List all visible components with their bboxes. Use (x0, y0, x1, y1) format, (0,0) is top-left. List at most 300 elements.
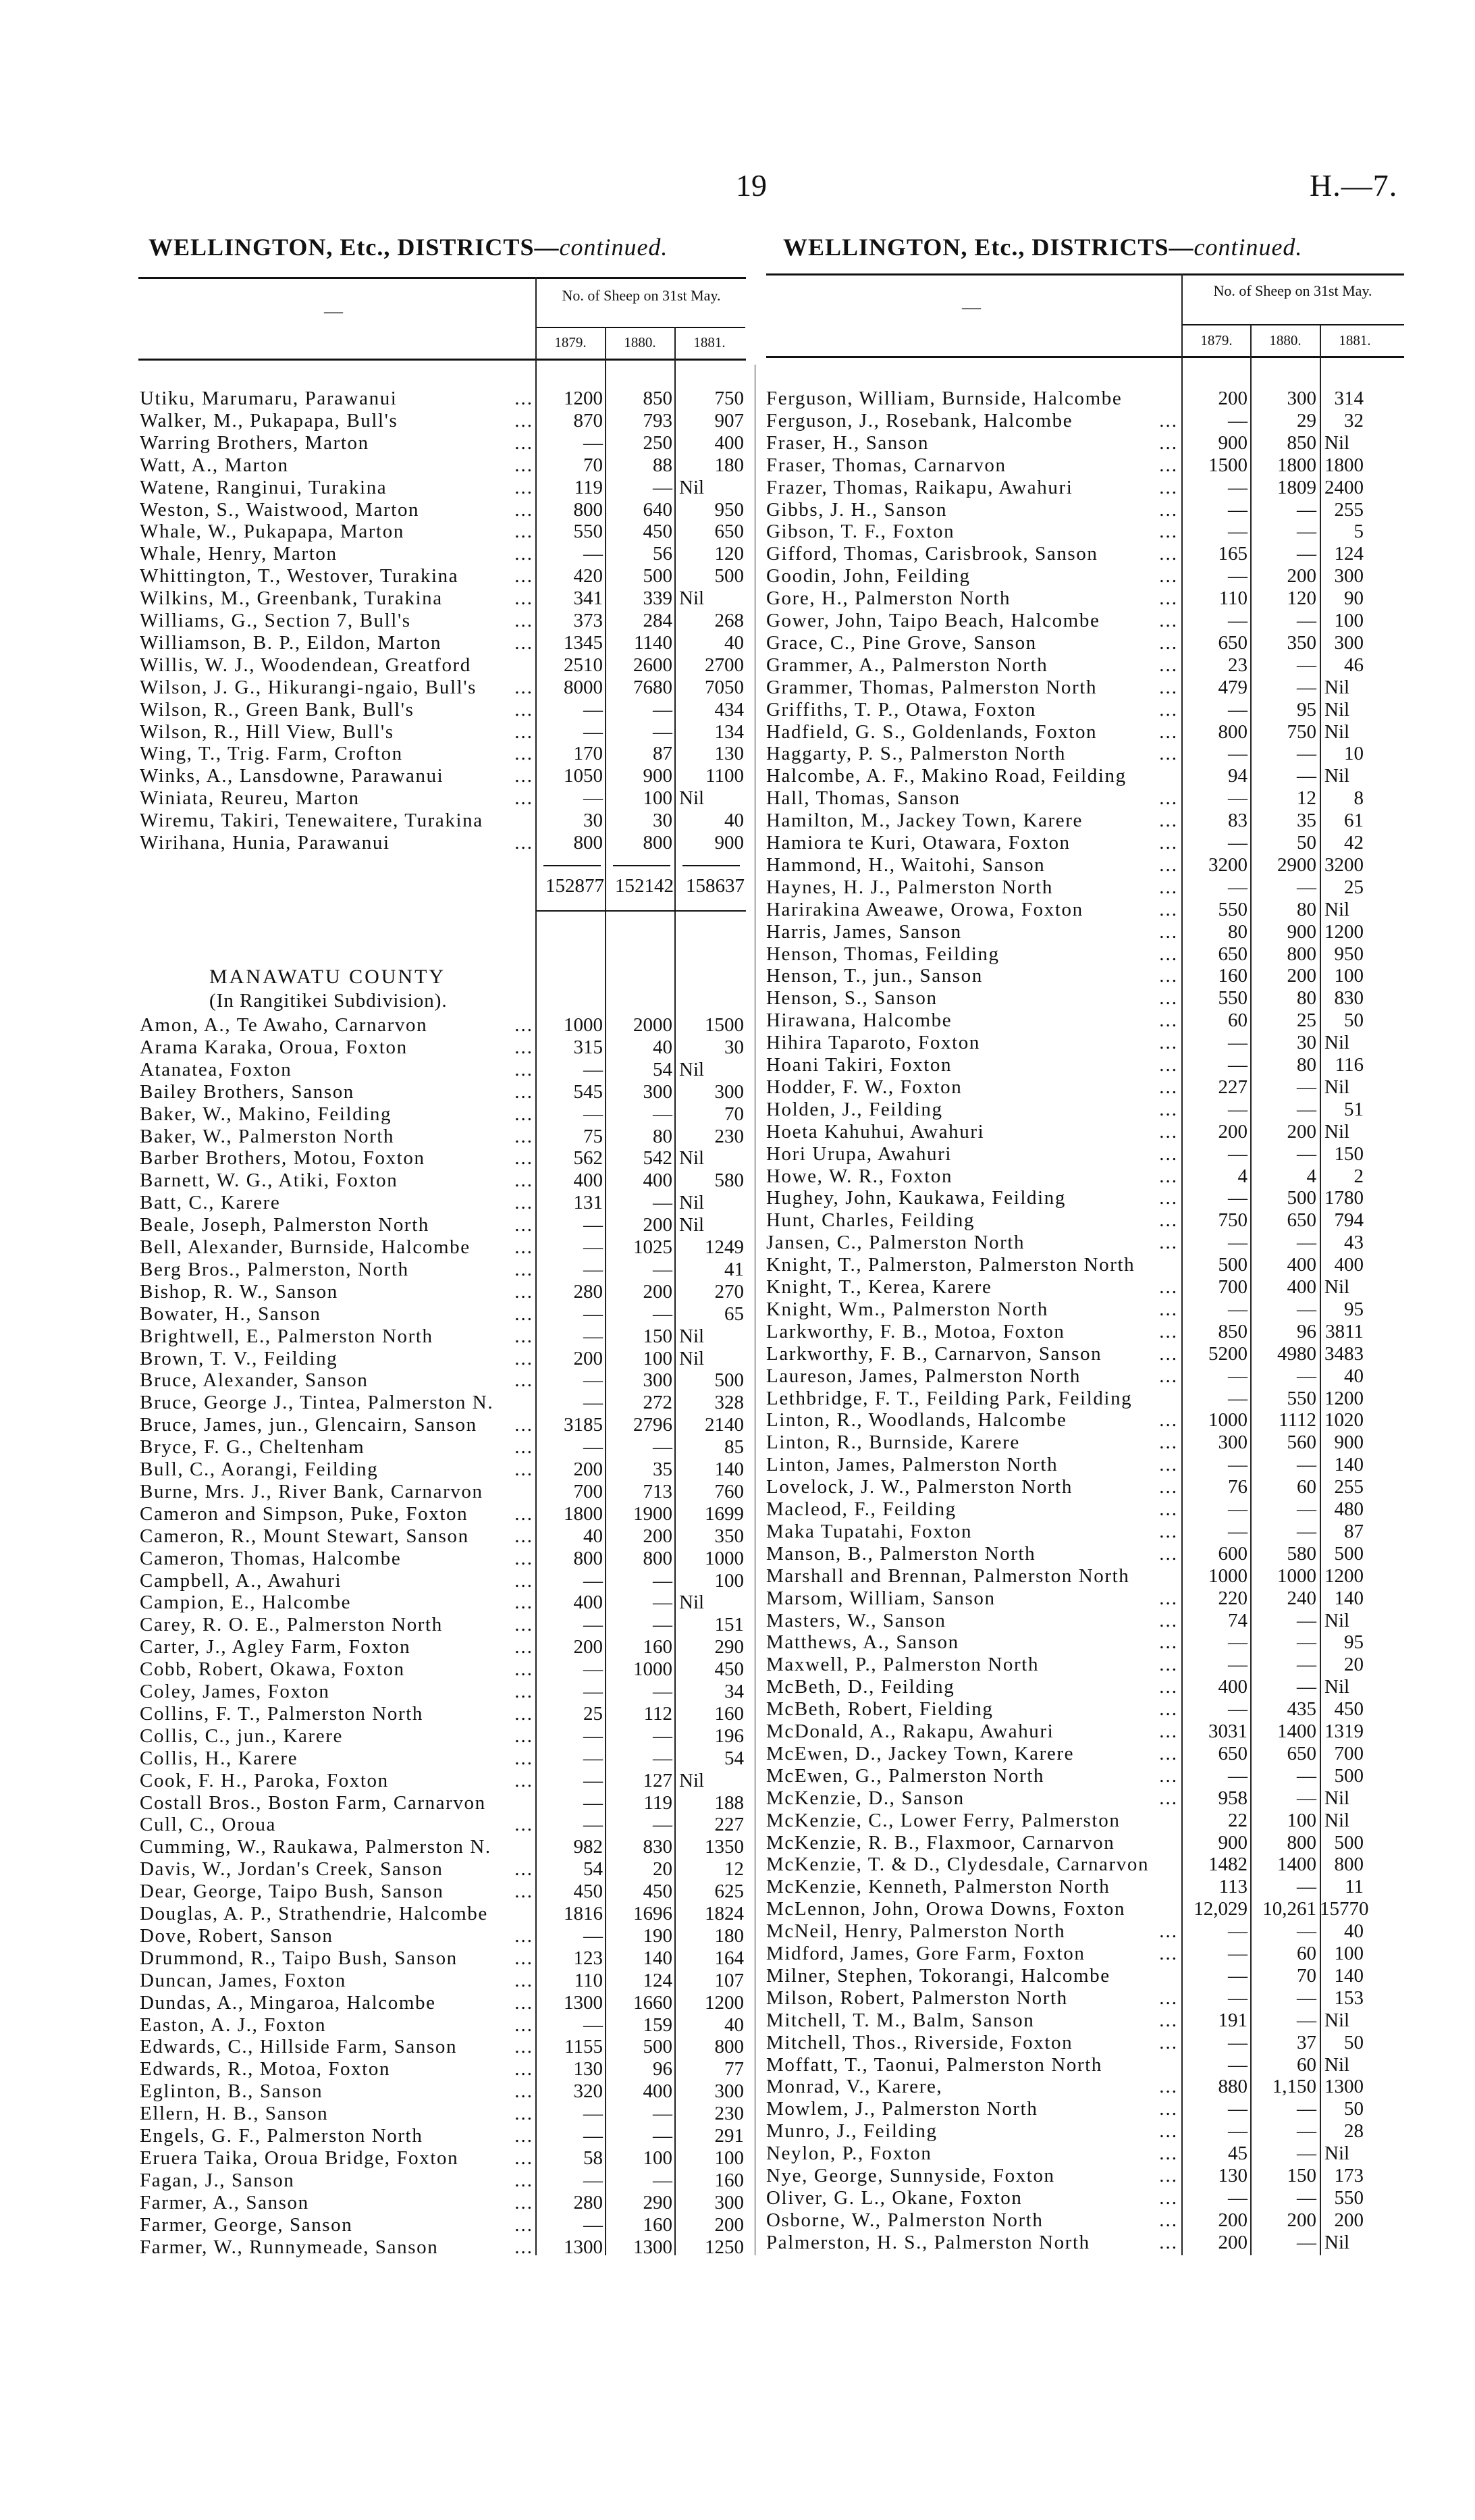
sheep-1881: Nil (1324, 676, 1350, 698)
left-year-1879: 1879. (554, 334, 587, 350)
owner-name: Neylon, P., Foxton (766, 2143, 932, 2165)
sheep-1881: Nil (1324, 1809, 1350, 1831)
sheep-1881: 1100 (705, 765, 744, 787)
county-subheading: (In Rangitikei Subdivision). (209, 990, 448, 1012)
sheep-1880: 80 (1297, 898, 1316, 920)
table-row (0, 1076, 1475, 1099)
sheep-1880: 54 (653, 1058, 672, 1080)
owner-name: Collins, F. T., Palmerston North (140, 1702, 423, 1725)
sheep-1880: 200 (643, 1214, 672, 1236)
sheep-1881: 291 (714, 2125, 744, 2147)
sheep-1879: — (1228, 1032, 1248, 1054)
sheep-1879: 8000 (564, 676, 603, 698)
sheep-1880: 112 (643, 1702, 672, 1725)
sheep-1881: Nil (679, 1325, 705, 1347)
sheep-1879: — (583, 1569, 603, 1592)
sheep-1881: Nil (1324, 2009, 1350, 2031)
sheep-1881: 180 (714, 454, 744, 476)
sheep-1880: 850 (643, 388, 672, 409)
sheep-1881: 500 (1334, 1831, 1364, 1854)
sheep-1879: 880 (1218, 2076, 1248, 2098)
sheep-1880: 272 (643, 1392, 672, 1414)
sheep-1880: — (1297, 743, 1316, 765)
sheep-1881: 1200 (1324, 1387, 1364, 1409)
sheep-1879: 600 (1218, 1542, 1248, 1565)
sheep-1880: 542 (643, 1147, 672, 1170)
leader-dots: ... (1159, 1409, 1178, 1432)
owner-name: Bruce, James, jun., Glencairn, Sanson (140, 1414, 477, 1436)
owner-name: Wilson, R., Hill View, Bull's (140, 720, 394, 743)
sheep-1881: 54 (724, 1747, 744, 1769)
sheep-1879: 23 (1228, 654, 1248, 676)
sheep-1880: 29 (1297, 409, 1316, 431)
sheep-1879: 70 (583, 454, 603, 476)
sheep-1879: — (1228, 1698, 1248, 1721)
owner-name: Cameron and Simpson, Puke, Foxton (140, 1502, 468, 1525)
sheep-1879: — (1228, 521, 1248, 543)
sheep-1880: 120 (1287, 587, 1316, 610)
sheep-1879: — (583, 1303, 603, 1325)
sheep-1880: 150 (643, 1325, 672, 1347)
leader-dots: ... (514, 498, 533, 521)
sheep-1880: 240 (1287, 1587, 1316, 1609)
leader-dots: ... (514, 2191, 533, 2213)
sheep-1880: — (1297, 765, 1316, 787)
sheep-1879: — (1228, 787, 1248, 810)
owner-name: Williams, G., Section 7, Bull's (140, 610, 411, 631)
owner-name: McBeth, D., Feilding (766, 1676, 955, 1698)
owner-name: Hamiora te Kuri, Otawara, Foxton (766, 832, 1071, 854)
sheep-1880: — (653, 720, 672, 743)
sheep-1880: 750 (1287, 720, 1316, 743)
sheep-1881: 760 (714, 1480, 744, 1502)
sheep-1879: — (1228, 2031, 1248, 2053)
sheep-1879: 110 (574, 1969, 603, 1991)
sheep-1879: — (583, 2014, 603, 2036)
left-title-main: WELLINGTON, Etc., DISTRICTS— (149, 234, 560, 261)
table-row (0, 899, 1475, 921)
owner-name: Cameron, Thomas, Halcombe (140, 1547, 402, 1569)
owner-name: Edwards, C., Hillside Farm, Sanson (140, 2036, 458, 2058)
sheep-1879: — (1228, 1631, 1248, 1654)
sheep-1879: 200 (573, 1347, 603, 1369)
sheep-1881: 7050 (705, 676, 744, 698)
leader-dots: ... (514, 431, 533, 454)
sheep-1879: — (1228, 832, 1248, 854)
sheep-1881: 1200 (705, 1991, 744, 2014)
table-row (0, 765, 1475, 787)
sheep-1880: 800 (643, 1547, 672, 1569)
leader-dots: ... (514, 2080, 533, 2103)
left-col-group-header: No. of Sheep on 31st May. (562, 287, 721, 304)
leader-dots: ... (1159, 2009, 1178, 2031)
sheep-1881: 550 (1334, 2186, 1364, 2209)
sheep-1880: 25 (1297, 1009, 1316, 1032)
sheep-1881: 900 (1334, 1432, 1364, 1454)
leader-dots: ... (1159, 1454, 1178, 1476)
owner-name: Bruce, George J., Tintea, Palmerston N. (140, 1392, 494, 1414)
sheep-1879: — (583, 1814, 603, 1836)
sheep-1880: 60 (1297, 1943, 1316, 1964)
sheep-1881: 450 (1334, 1698, 1364, 1721)
sheep-1879: 58 (583, 2147, 603, 2169)
sheep-1880: — (1297, 1098, 1316, 1120)
owner-name: McNeil, Henry, Palmerston North (766, 1920, 1066, 1943)
owner-name: Knight, T., Kerea, Karere (766, 1276, 992, 1298)
document-reference: H.—7. (1310, 168, 1398, 203)
sheep-1879: — (583, 2125, 603, 2147)
sheep-1880: 400 (1287, 1254, 1316, 1276)
owner-name: Masters, W., Sanson (766, 1609, 946, 1631)
leader-dots: ... (514, 2236, 533, 2258)
sheep-1880: 56 (653, 543, 672, 565)
sheep-1880: 160 (643, 2213, 672, 2236)
table-row (0, 1631, 1475, 1654)
owner-name: Henson, S., Sanson (766, 987, 938, 1009)
leader-dots: ... (514, 2036, 533, 2058)
leader-dots: ... (514, 1325, 533, 1347)
table-row (0, 1654, 1475, 1676)
sheep-1880: 1,150 (1272, 2076, 1316, 2098)
sheep-1881: 1800 (1324, 454, 1364, 476)
sheep-1879: — (583, 1058, 603, 1080)
owner-name: Oliver, G. L., Okane, Foxton (766, 2186, 1023, 2209)
table-row (0, 2143, 1475, 2165)
sheep-1881: 160 (714, 2169, 744, 2191)
table-row (0, 2054, 1475, 2076)
owner-name: Manson, B., Palmerston North (766, 1542, 1036, 1565)
sheep-1879: 220 (1218, 1587, 1248, 1609)
sheep-1880: 400 (1287, 1276, 1316, 1298)
sheep-1880: 2796 (633, 1414, 672, 1436)
leader-dots: ... (1159, 1120, 1178, 1143)
leader-dots: ... (514, 832, 533, 854)
sheep-1881: 116 (1335, 1054, 1364, 1076)
owner-name: Laureson, James, Palmerston North (766, 1365, 1081, 1387)
table-row (0, 1388, 1475, 1410)
leader-dots: ... (1159, 1654, 1178, 1676)
table-row (0, 2076, 1475, 2098)
owner-name: Farmer, A., Sanson (140, 2191, 309, 2213)
sheep-1879: — (1228, 1098, 1248, 1120)
sheep-1881: 180 (714, 1924, 744, 1947)
sheep-1880: 1809 (1277, 476, 1316, 498)
sheep-1880: 830 (643, 1836, 672, 1858)
table-row (0, 1765, 1475, 1787)
sheep-1881: 42 (1344, 832, 1364, 854)
owner-name: Haynes, H. J., Palmerston North (766, 876, 1053, 898)
table-row (0, 1521, 1475, 1543)
table-row (0, 1165, 1475, 1188)
sheep-1879: 400 (573, 1592, 603, 1614)
sheep-1880: — (653, 1814, 672, 1836)
sheep-1881: 290 (714, 1636, 744, 1658)
sheep-1879: 1300 (564, 1991, 603, 2014)
leader-dots: ... (1159, 787, 1178, 810)
table-row (0, 721, 1475, 743)
sheep-1879: — (1228, 1964, 1248, 1987)
sheep-1880: 100 (643, 1347, 672, 1369)
sheep-1879: 800 (573, 832, 603, 854)
sheep-1879: — (1228, 610, 1248, 631)
sheep-1880: 35 (1297, 810, 1316, 832)
sheep-1881: 950 (1334, 943, 1364, 965)
sheep-1881: 77 (724, 2058, 744, 2080)
sheep-1881: 700 (1334, 1742, 1364, 1764)
table-row (0, 1676, 1475, 1698)
owner-name: Collis, C., jun., Karere (140, 1725, 343, 1747)
right-title-continued: continued. (1194, 234, 1303, 261)
sheep-1881: 500 (714, 565, 744, 587)
sheep-1881: Nil (1324, 898, 1350, 920)
leader-dots: ... (1159, 854, 1178, 876)
sheep-1880: — (1297, 654, 1316, 676)
table-row (0, 2010, 1475, 2032)
sheep-1880: — (1297, 1454, 1316, 1476)
leader-dots: ... (1159, 2098, 1178, 2120)
owner-name: Carey, R. O. E., Palmerston North (140, 1614, 443, 1636)
sheep-1881: 314 (1334, 388, 1364, 409)
sheep-1881: 50 (1344, 2098, 1364, 2120)
sheep-1880: — (1297, 498, 1316, 521)
owner-name: Burne, Mrs. J., River Bank, Carnarvon (140, 1480, 483, 1502)
sheep-1881: 1300 (1324, 2076, 1364, 2098)
owner-name: Utiku, Marumaru, Parawanui (140, 388, 398, 409)
sheep-1880: — (1297, 1520, 1316, 1542)
sheep-1881: Nil (1324, 1787, 1350, 1809)
sheep-1881: 450 (714, 1658, 744, 1681)
leader-dots: ... (1159, 1320, 1178, 1342)
sheep-1881: 90 (1344, 587, 1364, 610)
sheep-1880: 200 (643, 1280, 672, 1303)
leader-dots: ... (1159, 1987, 1178, 2009)
table-row (0, 1610, 1475, 1632)
sheep-1879: — (583, 1681, 603, 1702)
owner-name: Farmer, George, Sanson (140, 2213, 353, 2236)
sheep-1881: 1824 (705, 1903, 744, 1924)
sheep-1881: 160 (714, 1702, 744, 1725)
left-section-title (149, 233, 668, 261)
sheep-1880: 200 (1287, 565, 1316, 587)
sheep-1879: 3031 (1208, 1721, 1248, 1742)
sheep-1880: 40 (653, 1036, 672, 1058)
owner-name: Beale, Joseph, Palmerston North (140, 1214, 429, 1236)
leader-dots: ... (1159, 743, 1178, 765)
leader-dots: ... (514, 2213, 533, 2236)
sheep-1881: 2140 (705, 1414, 744, 1436)
sheep-1879: — (583, 543, 603, 565)
sheep-1879: — (583, 431, 603, 454)
sheep-1881: 51 (1344, 1098, 1364, 1120)
sheep-1880: — (1297, 1298, 1316, 1320)
leader-dots: ... (514, 1814, 533, 1836)
owner-name: Henson, T., jun., Sanson (766, 965, 983, 987)
sheep-1879: 54 (583, 1858, 603, 1881)
table-row (0, 454, 1475, 477)
sheep-1880: 1400 (1277, 1721, 1316, 1742)
sheep-1880: 1140 (634, 631, 672, 654)
owner-name: McEwen, D., Jackey Town, Karere (766, 1742, 1075, 1764)
sheep-1881: Nil (1324, 1676, 1350, 1698)
sheep-1881: 2 (1353, 1165, 1364, 1187)
leader-dots: ... (514, 1436, 533, 1459)
right-year-1881: 1881. (1339, 332, 1371, 348)
owner-name: Hammond, H., Waitohi, Sanson (766, 854, 1046, 876)
owner-name: Cameron, R., Mount Stewart, Sanson (140, 1525, 469, 1547)
sheep-1881: 1000 (705, 1547, 744, 1569)
leader-dots: ... (1159, 1920, 1178, 1943)
leader-dots: ... (514, 1702, 533, 1725)
leader-dots: ... (1159, 1143, 1178, 1165)
sheep-1879: 1000 (1208, 1409, 1248, 1432)
sheep-1879: 22 (1228, 1809, 1248, 1831)
table-row (0, 1987, 1475, 2010)
sheep-1880: 400 (643, 1170, 672, 1192)
leader-dots: ... (514, 1369, 533, 1392)
sheep-1881: Nil (679, 476, 705, 498)
sheep-1879: — (583, 720, 603, 743)
owner-name: Hihira Taparoto, Foxton (766, 1032, 980, 1054)
sheep-1879: — (583, 2103, 603, 2125)
sheep-1879: — (583, 698, 603, 720)
sheep-1881: 150 (1334, 1143, 1364, 1165)
sheep-1879: 1500 (1208, 454, 1248, 476)
sheep-1879: 131 (573, 1192, 603, 1214)
owner-name: Duncan, James, Foxton (140, 1969, 346, 1991)
table-row (0, 388, 1475, 410)
owner-name: Ellern, H. B., Sanson (140, 2103, 329, 2125)
leader-dots: ... (514, 1947, 533, 1969)
total-1880: 152142 (615, 875, 674, 897)
table-row (0, 1920, 1475, 1943)
sheep-1879: — (1228, 1920, 1248, 1943)
sheep-1881: 300 (714, 1080, 744, 1103)
owner-name: Howe, W. R., Foxton (766, 1165, 953, 1187)
leader-dots: ... (1159, 1232, 1178, 1254)
leader-dots: ... (514, 1547, 533, 1569)
sheep-1881: 28 (1344, 2120, 1364, 2143)
sheep-1879: — (1228, 1365, 1248, 1387)
sheep-1879: 700 (1218, 1276, 1248, 1298)
owner-name: Whale, Henry, Marton (140, 543, 338, 565)
sheep-1881: 100 (714, 2147, 744, 2169)
sheep-1880: — (1297, 2120, 1316, 2143)
sheep-1881: Nil (679, 587, 705, 610)
sheep-1881: 500 (714, 1369, 744, 1392)
sheep-1880: 284 (643, 610, 672, 631)
sheep-1881: 255 (1334, 1476, 1364, 1498)
leader-dots: ... (1159, 1943, 1178, 1964)
table-row (0, 1321, 1475, 1343)
owner-name: Gibson, T. F., Foxton (766, 521, 955, 543)
owner-name: Bailey Brothers, Sanson (140, 1080, 354, 1103)
sheep-1881: 46 (1344, 654, 1364, 676)
sheep-1880: 400 (643, 2080, 672, 2103)
sheep-1880: — (1297, 1987, 1316, 2009)
table-row (0, 677, 1475, 699)
table-row (0, 1943, 1475, 1965)
sheep-1880: 1000 (1277, 1565, 1316, 1587)
sheep-1879: 5200 (1208, 1342, 1248, 1365)
sheep-1879: 160 (1218, 965, 1248, 987)
leader-dots: ... (1159, 965, 1178, 987)
sheep-1880: 560 (1287, 1432, 1316, 1454)
sheep-1880: 800 (643, 832, 672, 854)
sheep-1880: — (1297, 1609, 1316, 1631)
sheep-1881: 34 (724, 1681, 744, 1702)
leader-dots: ... (1159, 1298, 1178, 1320)
sheep-1879: — (1228, 1654, 1248, 1676)
sheep-1880: — (1297, 2186, 1316, 2209)
sheep-1879: — (1228, 1987, 1248, 2009)
right-section-title (783, 233, 1302, 261)
sheep-1880: 95 (1297, 698, 1316, 720)
table-row (0, 876, 1475, 899)
leader-dots: ... (514, 1058, 533, 1080)
county-heading: MANAWATU COUNTY (209, 966, 446, 988)
leader-dots: ... (1159, 1342, 1178, 1365)
sheep-1879: — (1228, 698, 1248, 720)
owner-name: Willis, W. J., Woodendean, Greatford (140, 654, 471, 676)
sheep-1879: — (583, 1614, 603, 1636)
sheep-1880: 500 (1287, 1187, 1316, 1209)
right-years-rule (1181, 324, 1404, 325)
owner-name: Grammer, A., Palmerston North (766, 654, 1048, 676)
owner-name: Marsom, William, Sanson (766, 1587, 996, 1609)
sheep-1879: 280 (573, 1280, 603, 1303)
owner-name: McEwen, G., Palmerston North (766, 1764, 1045, 1787)
leader-dots: ... (514, 1258, 533, 1280)
right-col-group-header: No. of Sheep on 31st May. (1213, 282, 1372, 299)
sheep-1881: 1319 (1324, 1721, 1364, 1742)
right-name-col-header: — (962, 297, 981, 318)
sheep-1879: 800 (573, 1547, 603, 1569)
leader-dots: ... (514, 1170, 533, 1192)
sheep-1881: 580 (714, 1170, 744, 1192)
sheep-1879: 650 (1218, 943, 1248, 965)
left-name-col-header: — (324, 301, 343, 322)
leader-dots: ... (514, 1924, 533, 1947)
sheep-1881: 40 (724, 2014, 744, 2036)
owner-name: Monrad, V., Karere, (766, 2076, 943, 2098)
owner-name: Douglas, A. P., Strathendrie, Halcombe (140, 1903, 488, 1924)
table-row (0, 1365, 1475, 1388)
sheep-1879: 12,029 (1194, 1898, 1248, 1920)
leader-dots: ... (514, 521, 533, 543)
sheep-1881: Nil (1324, 431, 1350, 454)
sheep-1879: — (583, 1791, 603, 1814)
owner-name: Knight, T., Palmerston, Palmerston North (766, 1254, 1135, 1276)
owner-name: Watene, Ranginui, Turakina (140, 476, 387, 498)
leader-dots: ... (1159, 543, 1178, 565)
sheep-1880: — (653, 1436, 672, 1459)
sheep-1879: 123 (573, 1947, 603, 1969)
sheep-1880: 119 (643, 1791, 672, 1814)
leader-dots: ... (514, 1125, 533, 1147)
sheep-1880: 900 (1287, 920, 1316, 943)
sheep-1881: 173 (1334, 2165, 1364, 2186)
leader-dots: ... (514, 1192, 533, 1214)
sheep-1881: 5 (1353, 521, 1364, 543)
leader-dots: ... (514, 1147, 533, 1170)
leader-dots: ... (1159, 2186, 1178, 2209)
owner-name: Brown, T. V., Feilding (140, 1347, 338, 1369)
sheep-1879: 60 (1228, 1009, 1248, 1032)
sheep-1881: Nil (1324, 2231, 1350, 2253)
sheep-1881: Nil (1324, 720, 1350, 743)
leader-dots: ... (514, 1103, 533, 1125)
sheep-1880: 200 (1287, 2209, 1316, 2231)
